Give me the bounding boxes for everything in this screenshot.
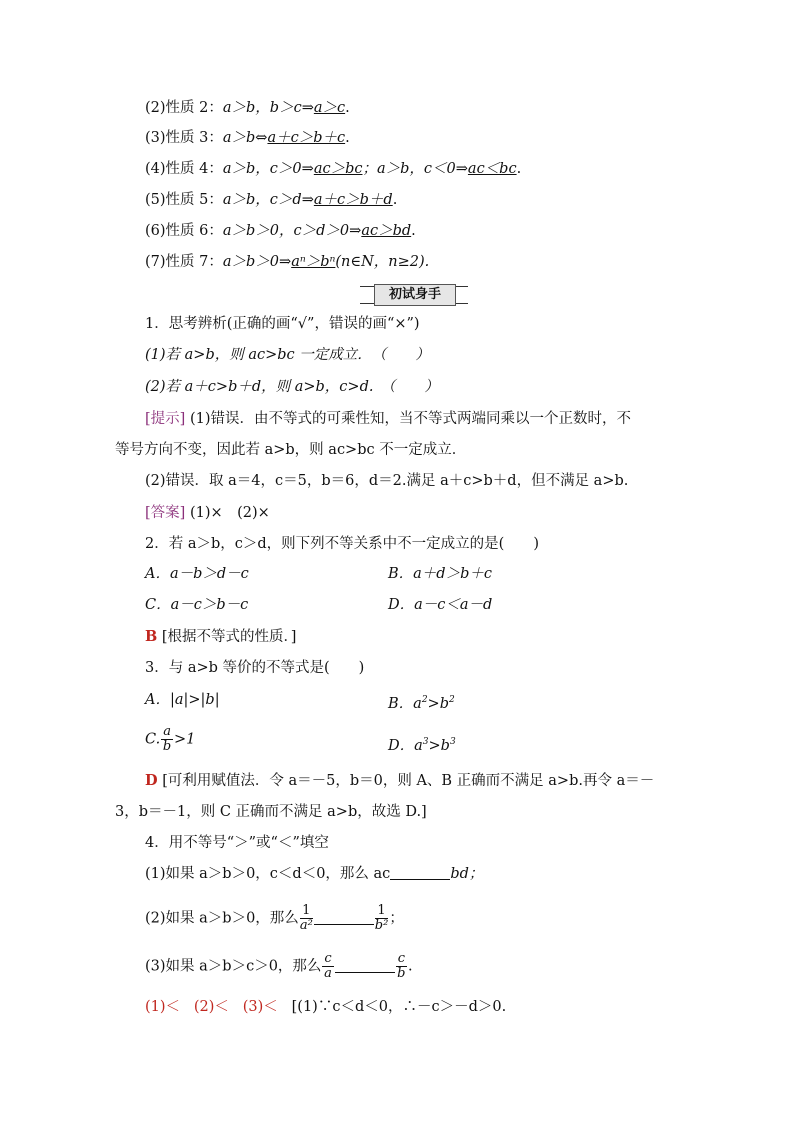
- q1-item-1: (1)若 a>b，则 ac>bc 一定成立． （ ）: [145, 347, 430, 363]
- answer-letter: D: [145, 772, 158, 789]
- property-result: ac＞bd: [361, 223, 412, 239]
- banner-title: 初试身手: [374, 284, 456, 306]
- property-7: (7)性质 7：a＞b＞0⇒aⁿ＞bⁿ(n∈N，n≥2).: [145, 254, 430, 270]
- property-result-2: ac＜bc: [467, 161, 517, 177]
- property-2: (2)性质 2：a＞b，b＞c⇒a＞c.: [145, 100, 350, 116]
- q2-title: 2．若 a＞b，c＞d，则下列不等关系中不一定成立的是( ): [145, 536, 539, 552]
- q4-title: 4．用不等号“＞”或“＜”填空: [145, 835, 329, 851]
- q4-answer: (1)＜ (2)＜ (3)＜ [(1)∵c＜d＜0，∴－c＞－d＞0.: [145, 999, 507, 1015]
- q3-answer: D [可利用赋值法．令 a＝－5，b＝0，则 A、B 正确而不满足 a>b.再令 a＝－: [145, 772, 655, 789]
- q1-answer: [答案] (1)× (2)×: [145, 505, 270, 521]
- q4-item-3: (3)如果 a＞b＞c＞0，那么 $\frac{c}{a}$ $\frac{c}{b}$ .: [145, 951, 413, 981]
- answer-3: (3)＜: [242, 999, 278, 1015]
- section-banner: [360, 286, 468, 304]
- q3-option-b: B．$a^2>b^2$: [388, 695, 455, 712]
- answer-tag: [答案]: [145, 505, 186, 521]
- q1-hint-cont: 等号方向不变，因此若 a>b，则 ac>bc 不一定成立．: [115, 442, 467, 458]
- property-result: ac＞bc: [313, 161, 363, 177]
- q2-option-c: C．a－c＞b－c: [145, 597, 249, 613]
- q3-option-d: D．$a^3>b^3$: [388, 737, 456, 754]
- q1-title: 1．思考辨析(正确的画“√”，错误的画“×”): [145, 316, 420, 332]
- q1-item-2: (2)若 a＋c>b＋d，则 a>b，c>d. （ ）: [145, 379, 439, 395]
- q1-hint: [提示] (1)错误．由不等式的可乘性知，当不等式两端同乘以一个正数时，不: [145, 411, 631, 427]
- q4-item-1: (1)如果 a＞b＞0，c＜d＜0，那么 ac bd；: [145, 866, 484, 882]
- fraction: $\frac{c}{b}$: [397, 951, 406, 981]
- answer-letter: B: [145, 628, 158, 645]
- answer-2: (2)＜: [193, 999, 229, 1015]
- property-4: (4)性质 4：a＞b，c＞0⇒ac＞bc；a＞b，c＜0⇒ac＜bc.: [145, 161, 522, 177]
- property-result: aⁿ＞bⁿ: [291, 254, 336, 270]
- q2-option-d: D．a－c＜a－d: [388, 597, 493, 613]
- fill-blank[interactable]: [390, 865, 450, 880]
- q2-answer: B [根据不等式的性质．]: [145, 628, 297, 645]
- q4-item-2: (2)如果 a＞b＞0，那么 $\frac{1}{\text{a²}}$ $\frac{1}{\text{b²}}$ ；: [145, 903, 404, 933]
- fill-blank[interactable]: [314, 910, 374, 925]
- answer-1: (1)＜: [145, 999, 181, 1015]
- property-result: a＋c＞b＋c: [267, 130, 346, 146]
- hint-tag: [提示]: [145, 411, 186, 427]
- q1-hint-2: (2)错误．取 a＝4，c＝5，b＝6，d＝2.满足 a＋c>b＋d，但不满足 a>b.: [145, 473, 629, 489]
- property-3: (3)性质 3：a＞b⇔a＋c＞b＋c.: [145, 130, 350, 146]
- property-6: (6)性质 6：a＞b＞0，c＞d＞0⇒ac＞bd.: [145, 223, 416, 239]
- fraction: $\frac{a}{b}$: [162, 724, 172, 754]
- q3-option-c: C. $\frac{a}{b}$ >1: [145, 724, 196, 754]
- q2-option-b: B．a＋d＞b＋c: [388, 566, 492, 582]
- property-5: (5)性质 5：a＞b，c＞d⇒a＋c＞b＋d.: [145, 192, 398, 208]
- q2-option-a: A．a－b＞d－c: [145, 566, 249, 582]
- property-result: a＋c＞b＋d: [313, 192, 393, 208]
- property-result: a＞c: [313, 100, 346, 116]
- q3-answer-cont: 3，b＝－1，则 C 正确而不满足 a>b，故选 D.]: [115, 804, 427, 820]
- fraction: $\frac{c}{a}$: [324, 951, 332, 981]
- fraction: $\frac{1}{\text{a²}}$: [299, 903, 313, 933]
- fill-blank[interactable]: [335, 958, 395, 973]
- fraction: $\frac{1}{\text{b²}}$: [374, 903, 389, 933]
- q3-option-a: A．|a|>|b|: [145, 692, 220, 708]
- q3-title: 3．与 a>b 等价的不等式是( ): [145, 660, 365, 676]
